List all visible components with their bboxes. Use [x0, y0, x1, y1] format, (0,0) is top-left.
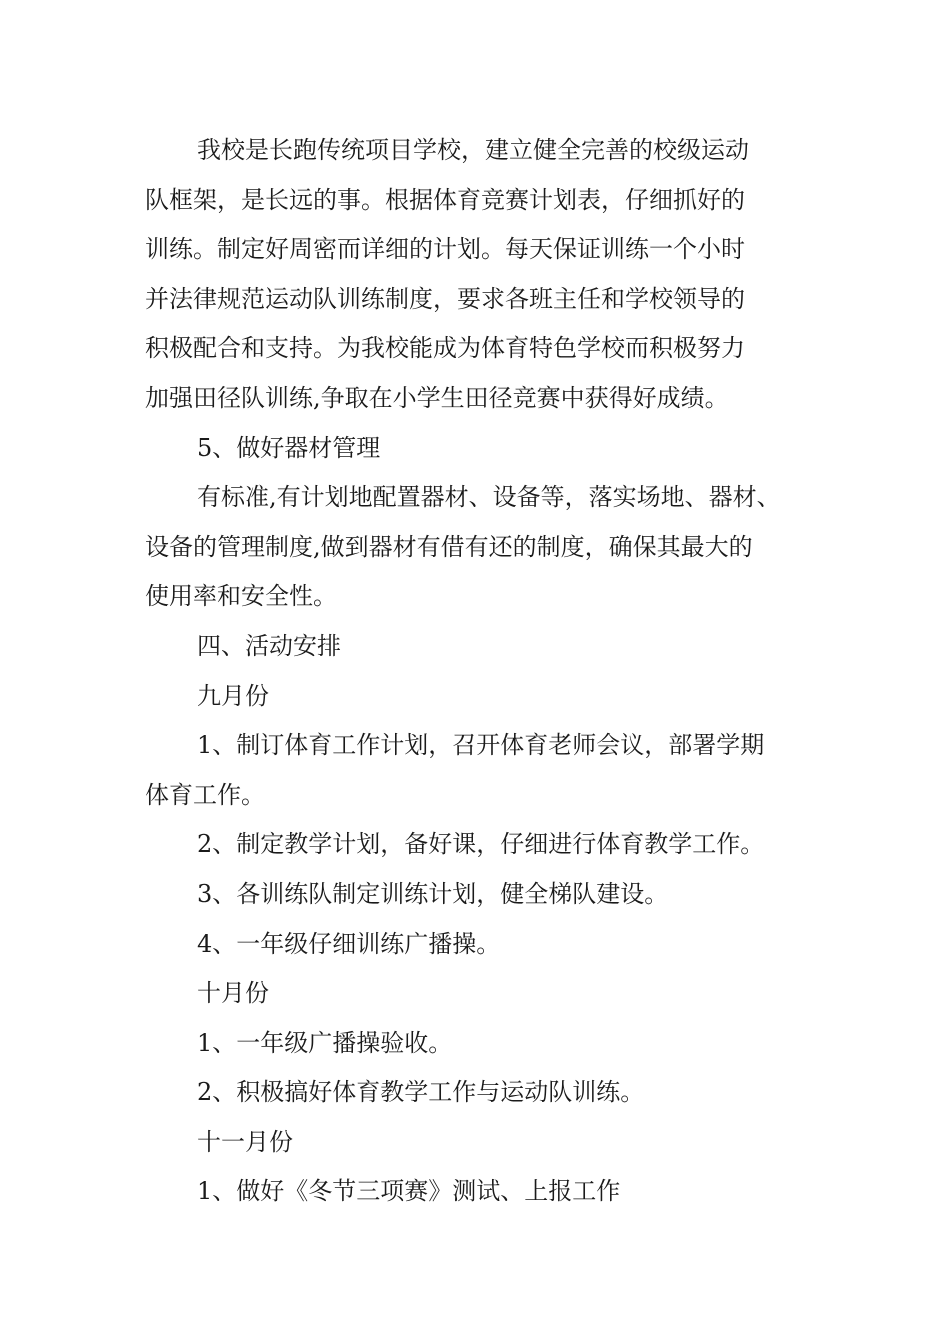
month-heading: 十一月份 [197, 1127, 293, 1156]
list-item: 4、一年级仔细训练广播操。 [197, 929, 501, 958]
list-item: 1、一年级广播操验收。 [197, 1028, 453, 1057]
list-item: 1、制订体育工作计划，召开体育老师会议，部署学期 [197, 731, 765, 760]
section-heading: 5、做好器材管理 [197, 433, 381, 462]
section-heading: 四、活动安排 [197, 631, 341, 660]
paragraph-line: 加强田径队训练,争取在小学生田径竞赛中获得好成绩。 [145, 383, 729, 412]
month-heading: 九月份 [197, 681, 269, 710]
list-item: 2、制定教学计划，备好课，仔细进行体育教学工作。 [197, 830, 765, 859]
paragraph-line: 并法律规范运动队训练制度，要求各班主任和学校领导的 [145, 284, 745, 313]
paragraph-line: 有标准,有计划地配置器材、设备等，落实场地、器材、 [197, 483, 781, 512]
paragraph-line: 积极配合和支持。为我校能成为体育特色学校而积极努力 [145, 334, 745, 363]
list-item: 1、做好《冬节三项赛》测试、上报工作 [197, 1177, 621, 1206]
list-item-continuation: 体育工作。 [145, 780, 265, 809]
list-item: 3、各训练队制定训练计划，健全梯队建设。 [197, 879, 669, 908]
paragraph-line: 设备的管理制度,做到器材有借有还的制度，确保其最大的 [145, 532, 753, 561]
paragraph-line: 队框架，是长远的事。根据体育竞赛计划表，仔细抓好的 [145, 185, 745, 214]
paragraph-line: 使用率和安全性。 [145, 582, 337, 611]
paragraph-line: 我校是长跑传统项目学校，建立健全完善的校级运动 [197, 136, 749, 164]
document-body [145, 126, 825, 1217]
paragraph-line: 训练。制定好周密而详细的计划。每天保证训练一个小时 [145, 235, 745, 264]
list-item: 2、积极搞好体育教学工作与运动队训练。 [197, 1078, 645, 1107]
month-heading: 十月份 [197, 979, 269, 1008]
